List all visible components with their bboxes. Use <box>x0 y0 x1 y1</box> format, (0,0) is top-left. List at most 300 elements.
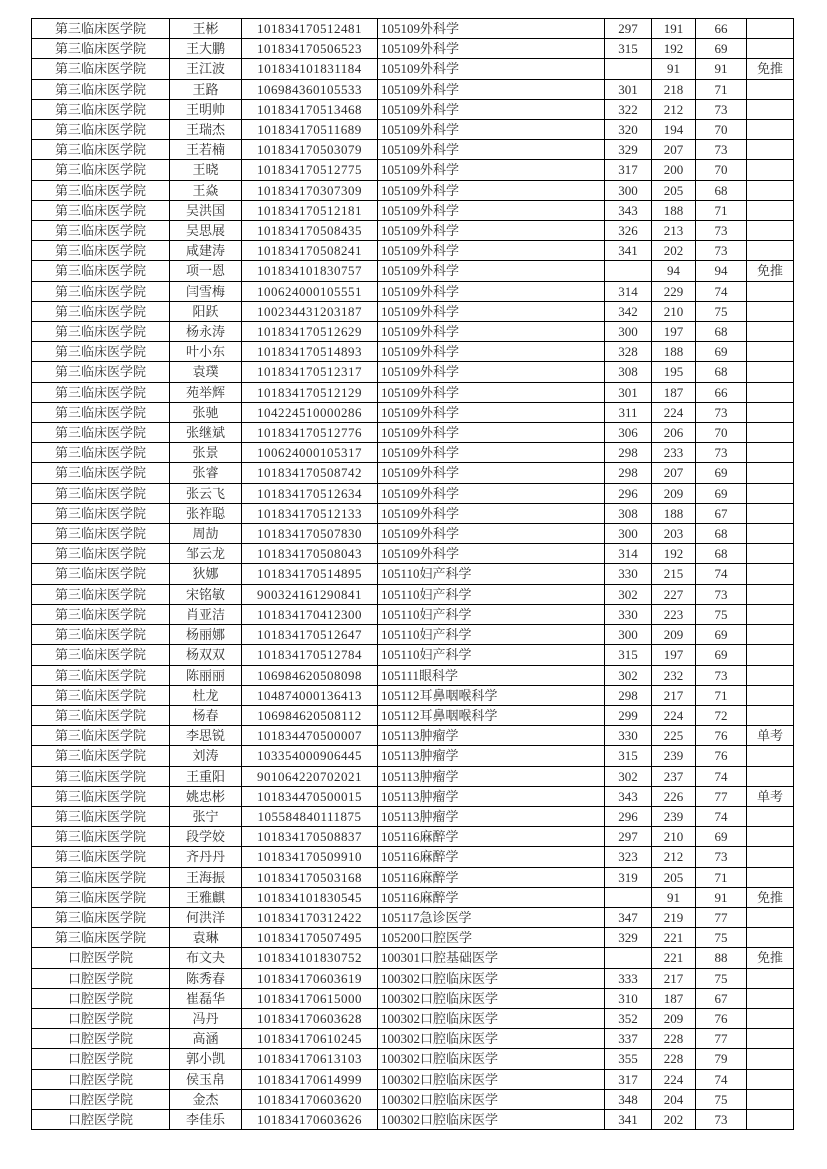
cell-name: 宋铭敏 <box>170 584 242 604</box>
cell-note <box>747 301 794 321</box>
table-row <box>32 1109 794 1129</box>
cell-score-3: 71 <box>696 685 747 705</box>
cell-score-3: 73 <box>696 99 747 119</box>
cell-score-3: 71 <box>696 867 747 887</box>
cell-score-2: 205 <box>652 180 696 200</box>
cell-note <box>747 342 794 362</box>
cell-score-1: 322 <box>605 99 652 119</box>
cell-score-1: 302 <box>605 766 652 786</box>
cell-note: 免推 <box>747 261 794 281</box>
cell-college: 第三临床医学院 <box>32 645 170 665</box>
cell-note: 免推 <box>747 948 794 968</box>
cell-score-3: 69 <box>696 342 747 362</box>
cell-candidate-number: 101834170503079 <box>242 140 378 160</box>
cell-college: 第三临床医学院 <box>32 907 170 927</box>
cell-score-2: 233 <box>652 443 696 463</box>
cell-candidate-number: 101834170512629 <box>242 322 378 342</box>
cell-major: 105109外科学 <box>378 342 605 362</box>
cell-score-1: 311 <box>605 402 652 422</box>
cell-name: 王雅麒 <box>170 887 242 907</box>
cell-note: 免推 <box>747 59 794 79</box>
cell-score-1: 317 <box>605 160 652 180</box>
cell-name: 杨双双 <box>170 645 242 665</box>
cell-college: 第三临床医学院 <box>32 39 170 59</box>
cell-major: 100302口腔临床医学 <box>378 968 605 988</box>
cell-score-2: 239 <box>652 806 696 826</box>
cell-name: 布文夬 <box>170 948 242 968</box>
cell-score-2: 228 <box>652 1049 696 1069</box>
cell-candidate-number: 101834170508742 <box>242 463 378 483</box>
cell-score-3: 88 <box>696 948 747 968</box>
cell-name: 张睿 <box>170 463 242 483</box>
cell-candidate-number: 101834101830752 <box>242 948 378 968</box>
table-row <box>32 544 794 564</box>
cell-candidate-number: 100624000105551 <box>242 281 378 301</box>
cell-note <box>747 705 794 725</box>
cell-candidate-number: 104874000136413 <box>242 685 378 705</box>
cell-score-1: 302 <box>605 584 652 604</box>
cell-college: 第三临床医学院 <box>32 786 170 806</box>
cell-score-1: 317 <box>605 1069 652 1089</box>
cell-score-1: 308 <box>605 503 652 523</box>
cell-candidate-number: 101834170603626 <box>242 1109 378 1129</box>
cell-score-2: 221 <box>652 948 696 968</box>
cell-score-1: 299 <box>605 705 652 725</box>
cell-score-2: 202 <box>652 241 696 261</box>
cell-candidate-number: 101834170512775 <box>242 160 378 180</box>
table-row <box>32 221 794 241</box>
cell-score-1: 315 <box>605 39 652 59</box>
cell-college: 第三临床医学院 <box>32 59 170 79</box>
cell-major: 105110妇产科学 <box>378 564 605 584</box>
cell-name: 张宁 <box>170 806 242 826</box>
cell-score-2: 209 <box>652 625 696 645</box>
cell-candidate-number: 101834170603619 <box>242 968 378 988</box>
cell-name: 袁琳 <box>170 928 242 948</box>
cell-major: 100302口腔临床医学 <box>378 1008 605 1028</box>
cell-major: 100302口腔临床医学 <box>378 1109 605 1129</box>
cell-note <box>747 806 794 826</box>
cell-score-2: 195 <box>652 362 696 382</box>
cell-college: 口腔医学院 <box>32 1049 170 1069</box>
cell-college: 第三临床医学院 <box>32 443 170 463</box>
cell-major: 105109外科学 <box>378 483 605 503</box>
cell-score-1: 296 <box>605 806 652 826</box>
cell-college: 口腔医学院 <box>32 1109 170 1129</box>
cell-score-2: 212 <box>652 99 696 119</box>
cell-score-3: 73 <box>696 140 747 160</box>
cell-name: 叶小东 <box>170 342 242 362</box>
admission-score-table <box>31 18 794 1130</box>
cell-name: 王彬 <box>170 19 242 39</box>
cell-score-1: 341 <box>605 1109 652 1129</box>
cell-candidate-number: 103354000906445 <box>242 746 378 766</box>
cell-score-1: 329 <box>605 928 652 948</box>
cell-college: 第三临床医学院 <box>32 19 170 39</box>
table-row <box>32 827 794 847</box>
cell-candidate-number: 101834101830757 <box>242 261 378 281</box>
cell-score-2: 197 <box>652 322 696 342</box>
cell-college: 第三临床医学院 <box>32 867 170 887</box>
cell-name: 王焱 <box>170 180 242 200</box>
cell-score-1: 337 <box>605 1029 652 1049</box>
cell-score-2: 209 <box>652 483 696 503</box>
cell-major: 105109外科学 <box>378 39 605 59</box>
cell-name: 杨永涛 <box>170 322 242 342</box>
cell-score-2: 203 <box>652 524 696 544</box>
cell-name: 阳跃 <box>170 301 242 321</box>
cell-college: 第三临床医学院 <box>32 281 170 301</box>
cell-score-3: 68 <box>696 362 747 382</box>
cell-college: 第三临床医学院 <box>32 160 170 180</box>
cell-college: 第三临床医学院 <box>32 180 170 200</box>
cell-score-3: 73 <box>696 443 747 463</box>
cell-name: 冯丹 <box>170 1008 242 1028</box>
table-row <box>32 625 794 645</box>
cell-name: 陈秀春 <box>170 968 242 988</box>
cell-score-1: 333 <box>605 968 652 988</box>
cell-score-2: 223 <box>652 604 696 624</box>
cell-name: 郭小凯 <box>170 1049 242 1069</box>
cell-name: 高涵 <box>170 1029 242 1049</box>
cell-note <box>747 766 794 786</box>
cell-major: 105116麻醉学 <box>378 847 605 867</box>
cell-note <box>747 1069 794 1089</box>
cell-score-2: 217 <box>652 685 696 705</box>
cell-candidate-number: 101834170514895 <box>242 564 378 584</box>
cell-note <box>747 99 794 119</box>
cell-candidate-number: 101834470500015 <box>242 786 378 806</box>
cell-candidate-number: 101834170512647 <box>242 625 378 645</box>
cell-score-2: 94 <box>652 261 696 281</box>
table-row <box>32 402 794 422</box>
cell-college: 第三临床医学院 <box>32 685 170 705</box>
cell-name: 王瑞杰 <box>170 120 242 140</box>
cell-college: 第三临床医学院 <box>32 564 170 584</box>
cell-note <box>747 625 794 645</box>
cell-note: 单考 <box>747 786 794 806</box>
cell-note <box>747 988 794 1008</box>
cell-score-1: 328 <box>605 342 652 362</box>
cell-score-3: 74 <box>696 1069 747 1089</box>
cell-score-3: 71 <box>696 200 747 220</box>
cell-note <box>747 160 794 180</box>
cell-score-2: 192 <box>652 544 696 564</box>
cell-major: 105109外科学 <box>378 524 605 544</box>
cell-college: 第三临床医学院 <box>32 524 170 544</box>
cell-note <box>747 544 794 564</box>
cell-college: 第三临床医学院 <box>32 241 170 261</box>
cell-note: 单考 <box>747 726 794 746</box>
cell-major: 105109外科学 <box>378 99 605 119</box>
cell-score-2: 191 <box>652 19 696 39</box>
cell-score-2: 207 <box>652 463 696 483</box>
cell-name: 袁璞 <box>170 362 242 382</box>
cell-college: 第三临床医学院 <box>32 806 170 826</box>
cell-name: 苑举辉 <box>170 382 242 402</box>
cell-score-2: 213 <box>652 221 696 241</box>
cell-score-2: 187 <box>652 382 696 402</box>
cell-college: 第三临床医学院 <box>32 140 170 160</box>
table-row <box>32 645 794 665</box>
cell-candidate-number: 101834101830545 <box>242 887 378 907</box>
cell-score-1: 355 <box>605 1049 652 1069</box>
table-row <box>32 1029 794 1049</box>
cell-note <box>747 120 794 140</box>
cell-major: 105116麻醉学 <box>378 887 605 907</box>
cell-college: 第三临床医学院 <box>32 847 170 867</box>
cell-major: 105113肿瘤学 <box>378 746 605 766</box>
table-row <box>32 746 794 766</box>
cell-score-1: 319 <box>605 867 652 887</box>
cell-note <box>747 685 794 705</box>
table-row <box>32 584 794 604</box>
cell-score-1: 348 <box>605 1089 652 1109</box>
cell-candidate-number: 101834170506523 <box>242 39 378 59</box>
table-row <box>32 907 794 927</box>
cell-name: 侯玉帛 <box>170 1069 242 1089</box>
cell-college: 口腔医学院 <box>32 1029 170 1049</box>
cell-score-1: 314 <box>605 281 652 301</box>
cell-score-1: 315 <box>605 746 652 766</box>
cell-candidate-number: 101834470500007 <box>242 726 378 746</box>
cell-candidate-number: 101834170613103 <box>242 1049 378 1069</box>
cell-score-3: 68 <box>696 322 747 342</box>
cell-college: 第三临床医学院 <box>32 120 170 140</box>
cell-score-1: 330 <box>605 564 652 584</box>
cell-score-2: 232 <box>652 665 696 685</box>
cell-candidate-number: 101834170509910 <box>242 847 378 867</box>
cell-score-2: 218 <box>652 79 696 99</box>
cell-note <box>747 423 794 443</box>
table-row <box>32 786 794 806</box>
cell-score-2: 206 <box>652 423 696 443</box>
cell-score-2: 226 <box>652 786 696 806</box>
cell-name: 周劼 <box>170 524 242 544</box>
cell-score-2: 224 <box>652 705 696 725</box>
cell-score-3: 70 <box>696 423 747 443</box>
cell-candidate-number: 101834170512784 <box>242 645 378 665</box>
cell-score-1: 343 <box>605 200 652 220</box>
table-row <box>32 1069 794 1089</box>
cell-major: 100302口腔临床医学 <box>378 988 605 1008</box>
cell-score-3: 77 <box>696 1029 747 1049</box>
cell-score-1: 298 <box>605 685 652 705</box>
cell-major: 105109外科学 <box>378 544 605 564</box>
cell-name: 狄娜 <box>170 564 242 584</box>
cell-college: 第三临床医学院 <box>32 604 170 624</box>
cell-candidate-number: 101834170512776 <box>242 423 378 443</box>
cell-name: 李思锐 <box>170 726 242 746</box>
cell-name: 王晓 <box>170 160 242 180</box>
cell-name: 李佳乐 <box>170 1109 242 1129</box>
cell-college: 口腔医学院 <box>32 948 170 968</box>
table-row <box>32 160 794 180</box>
cell-note <box>747 1049 794 1069</box>
cell-score-3: 67 <box>696 503 747 523</box>
cell-score-1 <box>605 948 652 968</box>
cell-score-3: 73 <box>696 221 747 241</box>
cell-score-3: 69 <box>696 645 747 665</box>
cell-score-2: 91 <box>652 59 696 79</box>
cell-candidate-number: 101834170511689 <box>242 120 378 140</box>
cell-score-2: 217 <box>652 968 696 988</box>
cell-score-3: 68 <box>696 544 747 564</box>
table-row <box>32 928 794 948</box>
table-row <box>32 39 794 59</box>
cell-name: 崔磊华 <box>170 988 242 1008</box>
table-row <box>32 322 794 342</box>
table-row <box>32 200 794 220</box>
cell-college: 第三临床医学院 <box>32 584 170 604</box>
cell-note <box>747 79 794 99</box>
cell-note <box>747 362 794 382</box>
cell-score-2: 200 <box>652 160 696 180</box>
cell-score-3: 75 <box>696 604 747 624</box>
cell-college: 第三临床医学院 <box>32 402 170 422</box>
cell-college: 第三临床医学院 <box>32 887 170 907</box>
cell-score-1: 300 <box>605 524 652 544</box>
cell-major: 105109外科学 <box>378 180 605 200</box>
cell-note <box>747 322 794 342</box>
cell-score-3: 76 <box>696 726 747 746</box>
cell-score-1: 297 <box>605 19 652 39</box>
cell-score-1: 301 <box>605 382 652 402</box>
cell-score-3: 75 <box>696 968 747 988</box>
cell-candidate-number: 101834170512129 <box>242 382 378 402</box>
cell-note <box>747 847 794 867</box>
cell-name: 邹云龙 <box>170 544 242 564</box>
cell-score-1: 308 <box>605 362 652 382</box>
cell-college: 口腔医学院 <box>32 988 170 1008</box>
table-row <box>32 241 794 261</box>
cell-score-2: 205 <box>652 867 696 887</box>
cell-score-1: 352 <box>605 1008 652 1028</box>
table-row <box>32 99 794 119</box>
cell-score-3: 67 <box>696 988 747 1008</box>
cell-candidate-number: 101834170614999 <box>242 1069 378 1089</box>
cell-note <box>747 19 794 39</box>
cell-score-3: 70 <box>696 160 747 180</box>
cell-note <box>747 968 794 988</box>
table-row <box>32 1008 794 1028</box>
cell-college: 第三临床医学院 <box>32 382 170 402</box>
cell-major: 105110妇产科学 <box>378 584 605 604</box>
cell-score-1: 301 <box>605 79 652 99</box>
cell-score-3: 71 <box>696 79 747 99</box>
cell-score-1: 323 <box>605 847 652 867</box>
cell-score-1: 300 <box>605 625 652 645</box>
cell-note: 免推 <box>747 887 794 907</box>
cell-score-1: 315 <box>605 645 652 665</box>
cell-score-3: 77 <box>696 907 747 927</box>
cell-candidate-number: 105584840111875 <box>242 806 378 826</box>
cell-candidate-number: 900324161290841 <box>242 584 378 604</box>
cell-candidate-number: 101834170512317 <box>242 362 378 382</box>
cell-score-3: 94 <box>696 261 747 281</box>
cell-college: 第三临床医学院 <box>32 221 170 241</box>
table-row <box>32 443 794 463</box>
cell-name: 王重阳 <box>170 766 242 786</box>
cell-name: 张云飞 <box>170 483 242 503</box>
cell-score-1: 343 <box>605 786 652 806</box>
cell-note <box>747 463 794 483</box>
cell-major: 105110妇产科学 <box>378 625 605 645</box>
cell-candidate-number: 101834170512133 <box>242 503 378 523</box>
cell-name: 吴思展 <box>170 221 242 241</box>
cell-note <box>747 483 794 503</box>
cell-college: 口腔医学院 <box>32 968 170 988</box>
table-row <box>32 79 794 99</box>
cell-score-3: 68 <box>696 524 747 544</box>
cell-major: 105109外科学 <box>378 200 605 220</box>
cell-name: 张继斌 <box>170 423 242 443</box>
cell-major: 105109外科学 <box>378 140 605 160</box>
cell-candidate-number: 101834170512481 <box>242 19 378 39</box>
cell-major: 105109外科学 <box>378 221 605 241</box>
cell-note <box>747 281 794 301</box>
cell-score-2: 188 <box>652 200 696 220</box>
cell-candidate-number: 101834170508043 <box>242 544 378 564</box>
cell-score-3: 74 <box>696 281 747 301</box>
cell-score-3: 91 <box>696 59 747 79</box>
cell-note <box>747 1109 794 1129</box>
cell-score-2: 228 <box>652 1029 696 1049</box>
cell-major: 105109外科学 <box>378 79 605 99</box>
cell-candidate-number: 101834170512181 <box>242 200 378 220</box>
table-row <box>32 524 794 544</box>
cell-note <box>747 645 794 665</box>
cell-score-1: 330 <box>605 726 652 746</box>
cell-candidate-number: 101834170603620 <box>242 1089 378 1109</box>
cell-candidate-number: 101834170508435 <box>242 221 378 241</box>
cell-candidate-number: 101834170512634 <box>242 483 378 503</box>
cell-major: 100301口腔基础医学 <box>378 948 605 968</box>
cell-score-2: 219 <box>652 907 696 927</box>
cell-name: 陈丽丽 <box>170 665 242 685</box>
cell-major: 100302口腔临床医学 <box>378 1089 605 1109</box>
cell-score-3: 66 <box>696 19 747 39</box>
cell-candidate-number: 901064220702021 <box>242 766 378 786</box>
cell-score-1: 300 <box>605 180 652 200</box>
table-row <box>32 19 794 39</box>
cell-score-2: 204 <box>652 1089 696 1109</box>
cell-score-3: 69 <box>696 483 747 503</box>
cell-score-2: 237 <box>652 766 696 786</box>
table-row <box>32 342 794 362</box>
table-row <box>32 726 794 746</box>
cell-name: 杨丽娜 <box>170 625 242 645</box>
table-row <box>32 1049 794 1069</box>
cell-note <box>747 827 794 847</box>
cell-major: 105113肿瘤学 <box>378 786 605 806</box>
cell-score-2: 188 <box>652 503 696 523</box>
cell-score-3: 74 <box>696 806 747 826</box>
cell-candidate-number: 101834170503168 <box>242 867 378 887</box>
cell-college: 第三临床医学院 <box>32 99 170 119</box>
cell-major: 105109外科学 <box>378 59 605 79</box>
table-row <box>32 705 794 725</box>
cell-major: 105117急诊医学 <box>378 907 605 927</box>
cell-name: 段学姣 <box>170 827 242 847</box>
cell-college: 第三临床医学院 <box>32 423 170 443</box>
table-row <box>32 261 794 281</box>
cell-candidate-number: 100234431203187 <box>242 301 378 321</box>
cell-college: 口腔医学院 <box>32 1089 170 1109</box>
cell-candidate-number: 101834170514893 <box>242 342 378 362</box>
cell-score-2: 227 <box>652 584 696 604</box>
cell-score-1: 298 <box>605 443 652 463</box>
